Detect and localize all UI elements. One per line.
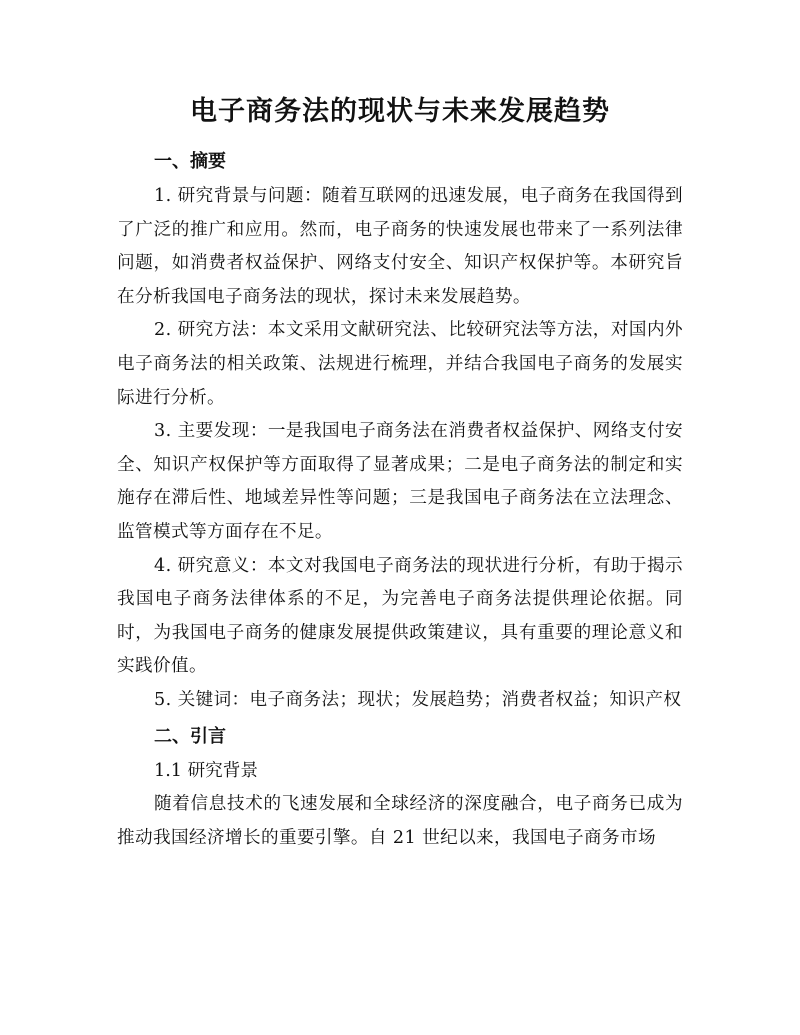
abstract-item-background: 1. 研究背景与问题：随着互联网的迅速发展，电子商务在我国得到了广泛的推广和应用。然而，电子商务的快速发展也带来了一系列法律问题，如消费者权益保护、网络支付安全、知识产权保护等。本研究旨在分析我国电子商务法的现状，探讨未来发展趋势。 <box>117 186 683 307</box>
abstract-item-significance: 4. 研究意义：本文对我国电子商务法的现状进行分析，有助于揭示我国电子商务法律体系的不足，为完善电子商务法提供理论依据。同时，为我国电子商务的健康发展提供政策建议，具有重要的理论意义和实践价值。 <box>117 555 683 677</box>
subsection-heading-background: 1.1 研究背景 <box>154 760 258 781</box>
document-title: 电子商务法的现状与未来发展趋势 <box>190 96 610 127</box>
abstract-item-findings: 3. 主要发现：一是我国电子商务法在消费者权益保护、网络支付安全、知识产权保护等方面取得了显著成果；二是电子商务法的制定和实施存在滞后性、地域差异性等问题；三是我国电子商务法在立法理念、监管模式等方面存在不足。 <box>117 421 683 542</box>
intro-paragraph: 随着信息技术的飞速发展和全球经济的深度融合，电子商务已成为推动我国经济增长的重要引擎。自 21 世纪以来，我国电子商务市场 <box>117 794 683 848</box>
abstract-item-method: 2. 研究方法：本文采用文献研究法、比较研究法等方法，对国内外电子商务法的相关政策、法规进行梳理，并结合我国电子商务的发展实际进行分析。 <box>117 320 683 408</box>
document-body <box>117 146 683 855</box>
abstract-item-keywords: 5. 关键词：电子商务法；现状；发展趋势；消费者权益；知识产权 <box>154 689 682 710</box>
section-heading-abstract: 一、摘要 <box>154 151 226 172</box>
section-heading-intro: 二、引言 <box>154 725 226 747</box>
